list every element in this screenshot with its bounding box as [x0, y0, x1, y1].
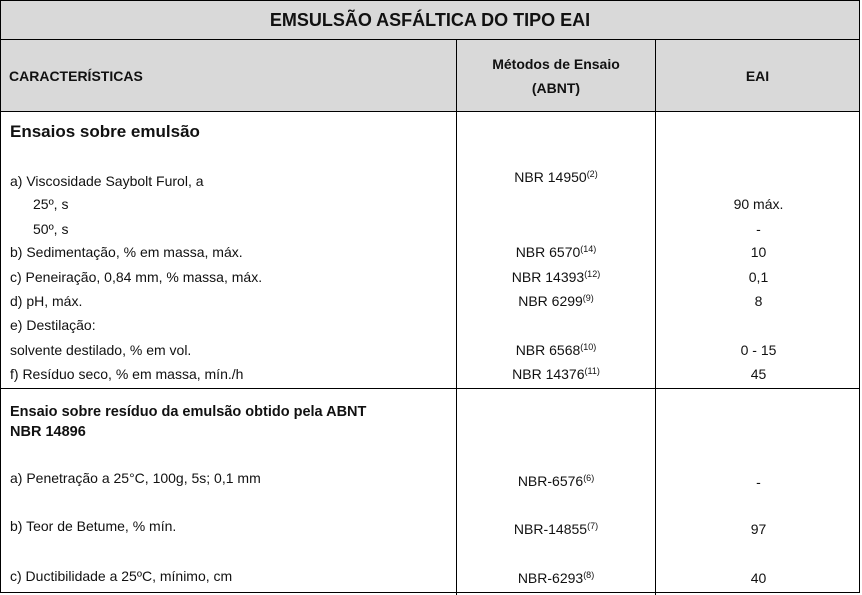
header-methods-line2: (ABNT): [531, 79, 581, 96]
row-label: 50º, s: [33, 221, 69, 237]
row-label: c) Peneiração, 0,84 mm, % massa, máx.: [10, 269, 263, 285]
row-label: b) Sedimentação, % em massa, máx.: [10, 244, 243, 260]
table-row: [1, 194, 861, 214]
row-method: NBR 6299$^{(9)}$: [518, 293, 594, 309]
row-method: NBR 14376$^{(11)}$: [512, 366, 600, 382]
row-value: 0 - 15: [740, 342, 777, 358]
row-value: -: [756, 474, 761, 490]
row-value: -: [756, 221, 761, 237]
row-value: 8: [754, 293, 763, 309]
row-method: NBR 14393$^{(12)}$: [511, 269, 601, 285]
table-row: [1, 516, 861, 536]
row-method: NBR 14950$^{(2)}$: [514, 169, 598, 185]
table-row: [1, 242, 861, 262]
row-label: e) Destilação:: [10, 317, 96, 333]
header-eai: EAI: [655, 40, 859, 111]
header-methods-line1: Métodos de Ensaio: [492, 55, 620, 72]
table-row: [1, 171, 861, 191]
header-methods: [456, 40, 655, 111]
table-row: [1, 468, 861, 488]
row-value: 97: [750, 521, 767, 537]
row-label: solvente destilado, % em vol.: [10, 342, 192, 358]
row-method: NBR-6293$^{(8)}$: [517, 570, 595, 586]
divider: [655, 389, 656, 595]
row-value: 10: [750, 244, 767, 260]
header-row: [1, 40, 859, 112]
row-label: f) Resíduo seco, % em massa, mín./h: [10, 366, 244, 382]
row-method: NBR-14855$^{(7)}$: [513, 521, 599, 537]
section-residue-tests: [1, 389, 859, 595]
row-method: NBR 6568$^{(10)}$: [515, 342, 597, 358]
table-row: [1, 340, 861, 360]
row-value: 90 máx.: [733, 196, 784, 212]
row-label: a) Penetração a 25°C, 100g, 5s; 0,1 mm: [10, 470, 261, 486]
section-heading: Ensaios sobre emulsão: [10, 122, 200, 141]
row-label: 25º, s: [33, 196, 69, 212]
table-row: [1, 566, 861, 586]
row-label: c) Ductibilidade a 25ºC, mínimo, cm: [10, 568, 233, 584]
table-row: [1, 291, 861, 311]
section-emulsion-tests: [1, 112, 859, 389]
table-row: [1, 267, 861, 287]
table-title: EMSULSÃO ASFÁLTICA DO TIPO EAI: [1, 1, 859, 40]
row-value: 0,1: [748, 269, 769, 285]
table-row: [1, 219, 861, 239]
row-label: b) Teor de Betume, % mín.: [10, 518, 177, 534]
row-method: NBR-6576$^{(6)}$: [517, 473, 595, 489]
row-value: 45: [750, 366, 767, 382]
divider: [456, 389, 457, 595]
row-label: d) pH, máx.: [10, 293, 83, 309]
section-heading: Ensaio sobre resíduo da emulsão obtido pela ABNT NBR 14896: [10, 404, 367, 440]
row-value: 40: [750, 570, 767, 586]
row-label: a) Viscosidade Saybolt Furol, a: [10, 173, 204, 189]
table-row: [1, 315, 861, 335]
row-method: NBR 6570$^{(14)}$: [515, 244, 597, 260]
header-characteristics: CARACTERÍSTICAS: [9, 67, 143, 84]
table-row: [1, 364, 861, 384]
